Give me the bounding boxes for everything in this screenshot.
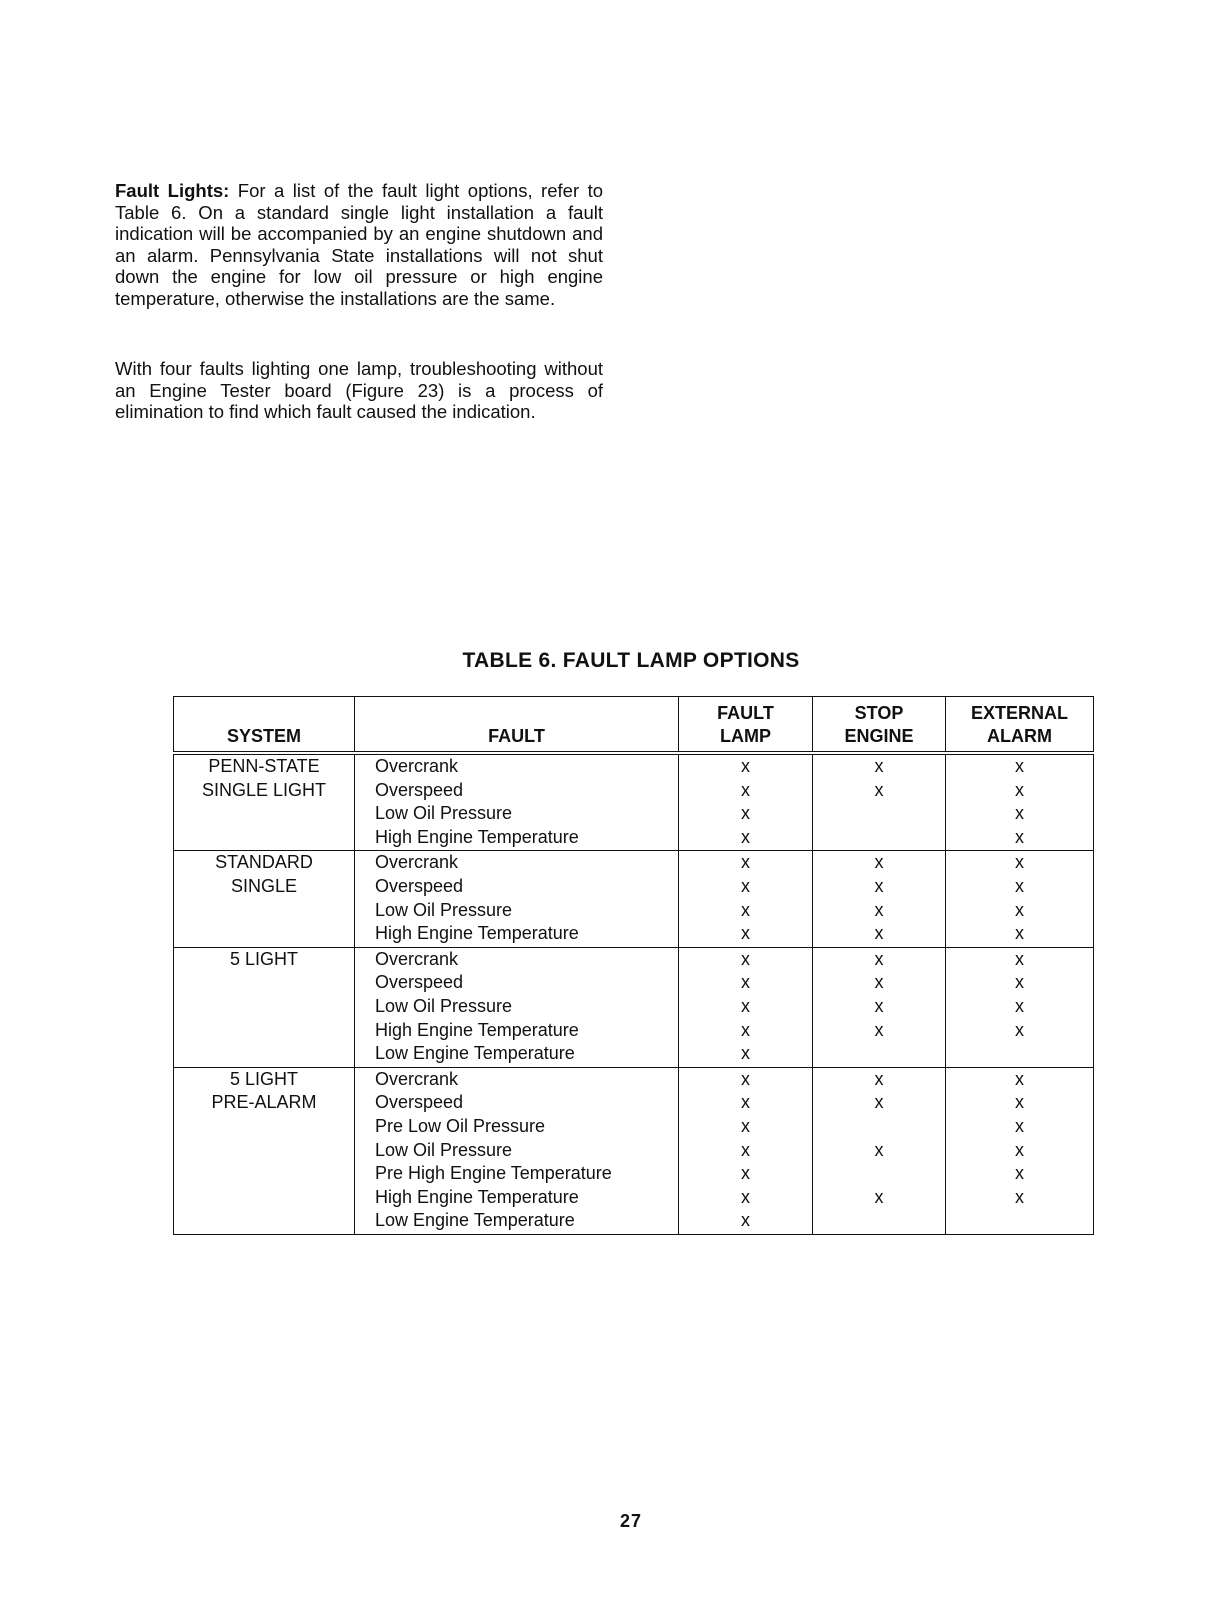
system-cell <box>174 971 355 995</box>
stop-engine-cell <box>813 1042 946 1067</box>
fault-lamp-cell: x <box>679 1162 813 1186</box>
stop-engine-cell: x <box>813 875 946 899</box>
table-row <box>174 1042 1094 1067</box>
system-cell: 5 LIGHT <box>174 1067 355 1091</box>
table-row <box>174 1139 1094 1163</box>
fault-cell: Overspeed <box>355 971 679 995</box>
fault-lamp-options-table <box>173 696 1094 1235</box>
table-header <box>174 697 1094 754</box>
header-stop-engine: STOP ENGINE <box>813 697 946 754</box>
system-cell: PENN-STATE <box>174 753 355 779</box>
external-alarm-cell: x <box>946 995 1094 1019</box>
table-row <box>174 995 1094 1019</box>
external-alarm-cell: x <box>946 802 1094 826</box>
system-cell <box>174 995 355 1019</box>
fault-lamp-cell: x <box>679 1042 813 1067</box>
fault-lights-text: For a list of the fault light options, refer to Table 6. On a standard single light installation a fault indication will be accompanied by an engine shutdown and an alarm. Pennsylvania State installations will not shut down the engine for low oil pressure or high engine temperature, otherwise the installations are the same. <box>115 180 603 309</box>
troubleshooting-paragraph: With four faults lighting one lamp, troubleshooting without an Engine Tester board (Figure 23) is a process of elimination to find which fault caused the indication. <box>115 358 603 423</box>
fault-lamp-cell: x <box>679 826 813 851</box>
stop-engine-cell <box>813 1209 946 1234</box>
system-cell <box>174 1209 355 1234</box>
stop-engine-cell: x <box>813 1139 946 1163</box>
table-row <box>174 802 1094 826</box>
page-number: 27 <box>619 1511 643 1531</box>
table-row <box>174 1186 1094 1210</box>
system-cell <box>174 1139 355 1163</box>
external-alarm-cell: x <box>946 826 1094 851</box>
external-alarm-cell: x <box>946 753 1094 779</box>
table-row <box>174 1091 1094 1115</box>
external-alarm-cell: x <box>946 1091 1094 1115</box>
fault-lamp-cell: x <box>679 1115 813 1139</box>
fault-lamp-cell: x <box>679 947 813 971</box>
table-row <box>174 922 1094 947</box>
table-row <box>174 971 1094 995</box>
fault-cell: High Engine Temperature <box>355 1019 679 1043</box>
external-alarm-cell: x <box>946 899 1094 923</box>
fault-cell: High Engine Temperature <box>355 1186 679 1210</box>
fault-lamp-cell: x <box>679 1091 813 1115</box>
table-row <box>174 1209 1094 1234</box>
table-title: TABLE 6. FAULT LAMP OPTIONS <box>462 649 800 672</box>
external-alarm-cell: x <box>946 1162 1094 1186</box>
external-alarm-cell <box>946 1209 1094 1234</box>
table-row <box>174 875 1094 899</box>
stop-engine-cell <box>813 802 946 826</box>
fault-lamp-cell: x <box>679 971 813 995</box>
system-cell <box>174 1115 355 1139</box>
stop-engine-cell: x <box>813 851 946 875</box>
fault-lamp-cell: x <box>679 1019 813 1043</box>
fault-lamp-cell: x <box>679 779 813 803</box>
fault-lamp-cell: x <box>679 1067 813 1091</box>
system-cell <box>174 1019 355 1043</box>
external-alarm-cell: x <box>946 1067 1094 1091</box>
table-row <box>174 779 1094 803</box>
table-row <box>174 753 1094 779</box>
table-body <box>174 753 1094 1234</box>
fault-cell: Low Oil Pressure <box>355 802 679 826</box>
table-row <box>174 899 1094 923</box>
fault-cell: Low Oil Pressure <box>355 899 679 923</box>
fault-lamp-cell: x <box>679 875 813 899</box>
external-alarm-cell: x <box>946 851 1094 875</box>
fault-lamp-cell: x <box>679 1139 813 1163</box>
system-cell: PRE-ALARM <box>174 1091 355 1115</box>
external-alarm-cell: x <box>946 1115 1094 1139</box>
header-fault-lamp: FAULT LAMP <box>679 697 813 754</box>
system-cell <box>174 1186 355 1210</box>
fault-cell: High Engine Temperature <box>355 826 679 851</box>
system-cell <box>174 1162 355 1186</box>
header-system: SYSTEM <box>174 697 355 754</box>
fault-cell: Overspeed <box>355 1091 679 1115</box>
fault-lamp-cell: x <box>679 995 813 1019</box>
fault-lamp-cell: x <box>679 802 813 826</box>
stop-engine-cell <box>813 1162 946 1186</box>
fault-cell: Overcrank <box>355 851 679 875</box>
table-row <box>174 1115 1094 1139</box>
external-alarm-cell: x <box>946 971 1094 995</box>
fault-lamp-cell: x <box>679 1186 813 1210</box>
stop-engine-cell: x <box>813 995 946 1019</box>
system-cell <box>174 922 355 947</box>
system-cell: STANDARD <box>174 851 355 875</box>
external-alarm-cell: x <box>946 875 1094 899</box>
stop-engine-cell <box>813 1115 946 1139</box>
fault-cell: Pre Low Oil Pressure <box>355 1115 679 1139</box>
fault-lamp-cell: x <box>679 851 813 875</box>
system-cell <box>174 899 355 923</box>
external-alarm-cell: x <box>946 947 1094 971</box>
system-cell <box>174 1042 355 1067</box>
stop-engine-cell: x <box>813 899 946 923</box>
stop-engine-cell: x <box>813 753 946 779</box>
fault-lights-paragraph <box>115 180 603 310</box>
stop-engine-cell: x <box>813 779 946 803</box>
fault-cell: Overcrank <box>355 1067 679 1091</box>
system-cell: SINGLE LIGHT <box>174 779 355 803</box>
fault-lamp-cell: x <box>679 899 813 923</box>
external-alarm-cell: x <box>946 1186 1094 1210</box>
table-row <box>174 1019 1094 1043</box>
fault-cell: Overspeed <box>355 779 679 803</box>
fault-cell: Overspeed <box>355 875 679 899</box>
fault-cell: High Engine Temperature <box>355 922 679 947</box>
external-alarm-cell: x <box>946 779 1094 803</box>
fault-lights-label: Fault Lights: <box>115 180 230 201</box>
stop-engine-cell: x <box>813 1186 946 1210</box>
fault-lamp-cell: x <box>679 1209 813 1234</box>
system-cell: 5 LIGHT <box>174 947 355 971</box>
fault-cell: Low Engine Temperature <box>355 1042 679 1067</box>
stop-engine-cell: x <box>813 1019 946 1043</box>
fault-lamp-cell: x <box>679 753 813 779</box>
external-alarm-cell: x <box>946 922 1094 947</box>
fault-cell: Low Oil Pressure <box>355 995 679 1019</box>
stop-engine-cell: x <box>813 1067 946 1091</box>
stop-engine-cell <box>813 826 946 851</box>
fault-cell: Low Engine Temperature <box>355 1209 679 1234</box>
external-alarm-cell: x <box>946 1139 1094 1163</box>
stop-engine-cell: x <box>813 1091 946 1115</box>
table-row <box>174 947 1094 971</box>
external-alarm-cell <box>946 1042 1094 1067</box>
stop-engine-cell: x <box>813 971 946 995</box>
external-alarm-cell: x <box>946 1019 1094 1043</box>
table-row <box>174 1067 1094 1091</box>
table-row <box>174 1162 1094 1186</box>
header-external-alarm: EXTERNAL ALARM <box>946 697 1094 754</box>
fault-lamp-cell: x <box>679 922 813 947</box>
table-row <box>174 851 1094 875</box>
fault-cell: Overcrank <box>355 753 679 779</box>
system-cell <box>174 826 355 851</box>
fault-cell: Pre High Engine Temperature <box>355 1162 679 1186</box>
system-cell: SINGLE <box>174 875 355 899</box>
stop-engine-cell: x <box>813 922 946 947</box>
fault-cell: Overcrank <box>355 947 679 971</box>
stop-engine-cell: x <box>813 947 946 971</box>
header-fault: FAULT <box>355 697 679 754</box>
system-cell <box>174 802 355 826</box>
fault-cell: Low Oil Pressure <box>355 1139 679 1163</box>
table-row <box>174 826 1094 851</box>
